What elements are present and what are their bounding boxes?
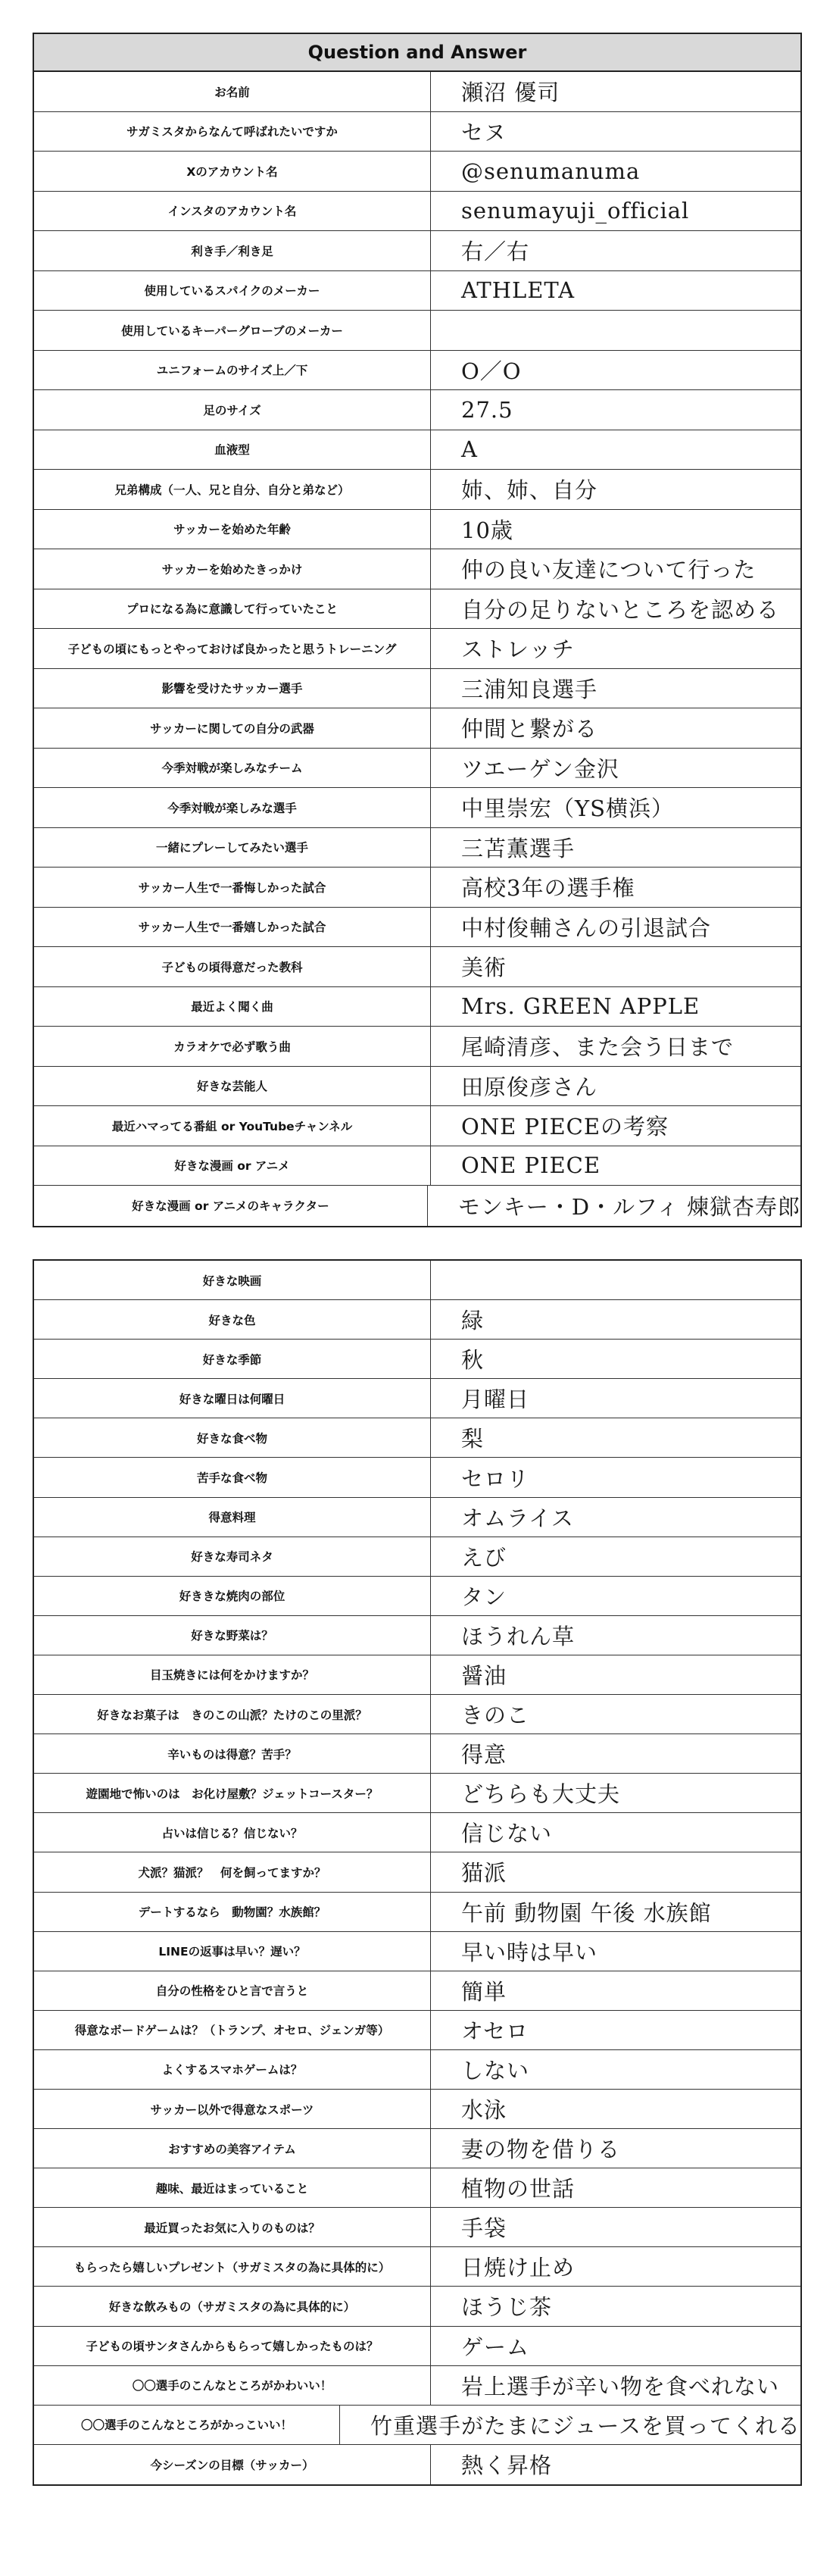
question-label: 好ききな焼肉の部位 — [34, 1577, 431, 1615]
answer-text: 梨 — [461, 1426, 485, 1452]
qa-row — [34, 1106, 800, 1146]
qa-row — [34, 1498, 800, 1537]
answer-text: モンキー・D・ルフィ 煉獄杏寿郎 — [457, 1193, 800, 1220]
answer-text: 三苫薫選手 — [461, 835, 576, 861]
answer-text: 早い時は早い — [461, 1939, 598, 1965]
answer-text: 植物の世話 — [461, 2176, 576, 2202]
question-label: LINEの返事は早い？遅い？ — [34, 1932, 431, 1971]
qa-row — [34, 2011, 800, 2050]
sheet-title: Question and Answer — [34, 34, 800, 72]
qa-row — [34, 669, 800, 709]
answer-text: セヌ — [461, 119, 507, 145]
question-label: サッカー人生で一番嬉しかった試合 — [34, 908, 431, 947]
qa-row — [34, 2208, 800, 2247]
question-label: 好きな曜日は何曜日 — [34, 1379, 431, 1418]
question-label: 〇〇選手のこんなところがかっこいい！ — [34, 2406, 340, 2444]
question-label: 血液型 — [34, 430, 431, 470]
question-label: デートするなら 動物園？水族館？ — [34, 1893, 431, 1931]
question-label: 自分の性格をひと言で言うと — [34, 1971, 431, 2010]
question-label: 占いは信じる？信じない？ — [34, 1813, 431, 1852]
qa-row — [34, 1537, 800, 1577]
question-label: カラオケで必ず歌う曲 — [34, 1027, 431, 1066]
qa-row — [34, 749, 800, 789]
answer-text: きのこ — [461, 1702, 530, 1729]
answer-text: 手袋 — [461, 2215, 507, 2242]
question-label: サッカーを始めた年齢 — [34, 510, 431, 549]
answer-text: 竹重選手がたまにジュースを買ってくれる — [370, 2412, 800, 2439]
question-label: お名前 — [34, 72, 431, 111]
question-label: 最近買ったお気に入りのものは？ — [34, 2208, 431, 2246]
answer-text: 中里崇宏（YS横浜） — [461, 796, 675, 822]
qa-row — [34, 1655, 800, 1695]
qa-row — [34, 1379, 800, 1418]
answer-text — [431, 311, 800, 350]
question-label: 最近ハマってる番組 or YouTubeチャンネル — [34, 1106, 431, 1146]
qa-row — [34, 2366, 800, 2406]
answer-text: 日焼け止め — [461, 2255, 576, 2281]
qa-row — [34, 908, 800, 948]
answer-text: 午前 動物園 午後 水族館 — [461, 1899, 712, 1926]
question-label: サガミスタからなんて呼ばれたいですか — [34, 112, 431, 152]
qa-row — [34, 271, 800, 311]
answer-text: @senumanuma — [461, 158, 641, 184]
qa-row — [34, 192, 800, 232]
qa-sheet-1 — [33, 33, 802, 1227]
answer-text: オムライス — [461, 1505, 574, 1531]
qa-rows-1 — [34, 72, 800, 1226]
qa-row — [34, 1616, 800, 1655]
qa-row — [34, 72, 800, 112]
qa-row — [34, 2445, 800, 2484]
qa-row — [34, 2168, 800, 2208]
qa-row — [34, 1971, 800, 2011]
answer-text: 醤油 — [461, 1662, 507, 1689]
qa-row — [34, 1734, 800, 1774]
qa-row — [34, 470, 800, 510]
question-label: 子どもの頃得意だった教科 — [34, 947, 431, 986]
question-label: 〇〇選手のこんなところがかわいい！ — [34, 2366, 431, 2405]
question-label: 今季対戦が楽しみなチーム — [34, 749, 431, 788]
qa-row — [34, 1458, 800, 1497]
qa-row — [34, 1300, 800, 1340]
qa-row — [34, 1774, 800, 1813]
answer-text: 信じない — [461, 1821, 553, 1847]
qa-row — [34, 1027, 800, 1067]
answer-text: A — [461, 436, 478, 463]
answer-text — [431, 1261, 800, 1299]
answer-text: Mrs. GREEN APPLE — [461, 993, 700, 1020]
question-label: 好きな芸能人 — [34, 1067, 431, 1106]
qa-row — [34, 549, 800, 589]
answer-text: えび — [461, 1544, 507, 1571]
qa-row — [34, 1146, 800, 1186]
question-label: 子どもの頃サンタさんからもらって嬉しかったものは？ — [34, 2327, 431, 2365]
qa-row — [34, 868, 800, 908]
qa-row — [34, 1695, 800, 1734]
qa-row — [34, 1418, 800, 1458]
answer-text: 中村俊輔さんの引退試合 — [461, 914, 712, 941]
answer-text: ツエーゲン金沢 — [461, 755, 619, 782]
qa-row — [34, 1067, 800, 1107]
question-label: 苦手な食べ物 — [34, 1458, 431, 1496]
answer-text: 岩上選手が辛い物を食べれない — [461, 2373, 780, 2399]
qa-row — [34, 788, 800, 828]
question-label: 最近よく聞く曲 — [34, 987, 431, 1027]
question-label: 利き手／利き足 — [34, 231, 431, 270]
qa-row — [34, 351, 800, 391]
question-label: 好きな色 — [34, 1300, 431, 1339]
question-label: サッカーを始めたきっかけ — [34, 549, 431, 589]
qa-row — [34, 231, 800, 271]
qa-row — [34, 1186, 800, 1226]
qa-row — [34, 430, 800, 470]
question-label: 好きな漫画 or アニメ — [34, 1146, 431, 1186]
answer-text: オセロ — [461, 2018, 529, 2044]
question-label: 足のサイズ — [34, 390, 431, 430]
qa-row — [34, 2406, 800, 2445]
question-label: 使用しているキーパーグローブのメーカー — [34, 311, 431, 350]
answer-text: 27.5 — [461, 396, 513, 423]
answer-text: O／O — [461, 358, 522, 384]
answer-text: 月曜日 — [461, 1386, 530, 1413]
qa-row — [34, 2247, 800, 2287]
answer-text: 10歳 — [461, 517, 513, 543]
answer-text: 姉、姉、自分 — [461, 477, 598, 504]
qa-rows-2 — [34, 1261, 800, 2484]
answer-text: 簡単 — [461, 1978, 507, 2005]
qa-sheet-2 — [33, 1259, 802, 2486]
question-label: 得意なボードゲームは？（トランプ、オセロ、ジェンガ等） — [34, 2011, 431, 2049]
answer-text: 美術 — [461, 955, 507, 981]
qa-row — [34, 947, 800, 987]
question-label: 子どもの頃にもっとやっておけば良かったと思うトレーニング — [34, 629, 431, 668]
question-label: おすすめの美容アイテム — [34, 2129, 431, 2168]
question-label: サッカーに関しての自分の武器 — [34, 708, 431, 748]
answer-text: 猫派 — [461, 1860, 507, 1887]
answer-text: 田原俊彦さん — [461, 1074, 598, 1100]
question-label: 使用しているスパイクのメーカー — [34, 271, 431, 311]
qa-row — [34, 589, 800, 630]
answer-text: しない — [461, 2057, 530, 2084]
qa-row — [34, 708, 800, 749]
question-label: ユニフォームのサイズ上／下 — [34, 351, 431, 390]
qa-row — [34, 828, 800, 868]
answer-text: 高校3年の選手権 — [461, 875, 635, 902]
answer-text: 水泳 — [461, 2097, 507, 2124]
question-label: 一緒にプレーしてみたい選手 — [34, 828, 431, 868]
question-label: 兄弟構成（一人、兄と自分、自分と弟など） — [34, 470, 431, 509]
answer-text: 瀬沼 優司 — [461, 80, 560, 106]
answer-text: 尾崎清彦、また会う日まで — [461, 1034, 735, 1061]
question-label: 目玉焼きには何をかけますか？ — [34, 1655, 431, 1694]
qa-row — [34, 1813, 800, 1852]
answer-text: ほうじ茶 — [461, 2294, 553, 2321]
question-label: 得意料理 — [34, 1498, 431, 1537]
qa-row — [34, 1932, 800, 1971]
qa-row — [34, 629, 800, 669]
question-label: 遊園地で怖いのは お化け屋敷？ジェットコースター？ — [34, 1774, 431, 1812]
answer-text: 自分の足りないところを認める — [461, 596, 780, 623]
qa-row — [34, 2327, 800, 2366]
answer-text: ストレッチ — [461, 636, 575, 663]
answer-text: ほうれん草 — [461, 1623, 576, 1649]
qa-row — [34, 311, 800, 351]
question-label: サッカー人生で一番悔しかった試合 — [34, 868, 431, 907]
qa-row — [34, 1577, 800, 1616]
question-label: 犬派？猫派？ 何を飼ってますか？ — [34, 1852, 431, 1891]
answer-text: ONE PIECE — [461, 1152, 601, 1179]
question-label: 好きな飲みもの（サガミスタの為に具体的に） — [34, 2287, 431, 2325]
question-label: 今シーズンの目標（サッカー） — [34, 2445, 431, 2484]
qa-row — [34, 987, 800, 1027]
question-label: 好きな漫画 or アニメのキャラクター — [34, 1186, 428, 1226]
answer-text: 秋 — [461, 1347, 485, 1374]
question-label: よくするスマホゲームは？ — [34, 2050, 431, 2089]
qa-row — [34, 2287, 800, 2326]
question-label: 好きな食べ物 — [34, 1418, 431, 1457]
question-label: Xのアカウント名 — [34, 152, 431, 191]
question-label: 好きな映画 — [34, 1261, 431, 1299]
answer-text: 得意 — [461, 1742, 507, 1768]
qa-row — [34, 510, 800, 550]
qa-row — [34, 2129, 800, 2168]
question-label: 趣味、最近はまっていること — [34, 2168, 431, 2207]
question-label: 好きな野菜は？ — [34, 1616, 431, 1655]
question-label: 好きなお菓子は きのこの山派？たけのこの里派？ — [34, 1695, 431, 1733]
answer-text: 熱く昇格 — [461, 2453, 553, 2479]
answer-text: ゲーム — [461, 2334, 530, 2360]
question-label: もらったら嬉しいプレゼント（サガミスタの為に具体的に） — [34, 2247, 431, 2286]
answer-text: タン — [461, 1583, 507, 1610]
qa-row — [34, 1340, 800, 1379]
answer-text: どちらも大丈夫 — [461, 1781, 621, 1808]
qa-row — [34, 2050, 800, 2090]
answer-text: 緑 — [461, 1308, 485, 1334]
question-label: サッカー以外で得意なスポーツ — [34, 2090, 431, 2128]
answer-text: ATHLETA — [461, 277, 576, 304]
qa-row — [34, 112, 800, 152]
question-label: 好きな季節 — [34, 1340, 431, 1378]
question-label: 辛いものは得意？苦手？ — [34, 1734, 431, 1773]
answer-text: 仲間と繋がる — [461, 716, 598, 742]
qa-row — [34, 2090, 800, 2129]
qa-row — [34, 390, 800, 430]
answer-text: senumayuji_official — [461, 198, 690, 224]
question-label: 影響を受けたサッカー選手 — [34, 669, 431, 708]
question-label: プロになる為に意識して行っていたこと — [34, 589, 431, 629]
question-label: 好きな寿司ネタ — [34, 1537, 431, 1576]
answer-text: 三浦知良選手 — [461, 676, 598, 702]
qa-row — [34, 152, 800, 192]
qa-row — [34, 1893, 800, 1932]
question-label: インスタのアカウント名 — [34, 192, 431, 231]
answer-text: 右／右 — [461, 239, 530, 265]
qa-row — [34, 1852, 800, 1892]
question-label: 今季対戦が楽しみな選手 — [34, 788, 431, 827]
qa-row — [34, 1261, 800, 1300]
answer-text: 妻の物を借りる — [461, 2137, 621, 2163]
answer-text: セロリ — [461, 1465, 530, 1492]
answer-text: 仲の良い友達について行った — [461, 557, 757, 583]
answer-text: ONE PIECEの考察 — [461, 1114, 669, 1140]
